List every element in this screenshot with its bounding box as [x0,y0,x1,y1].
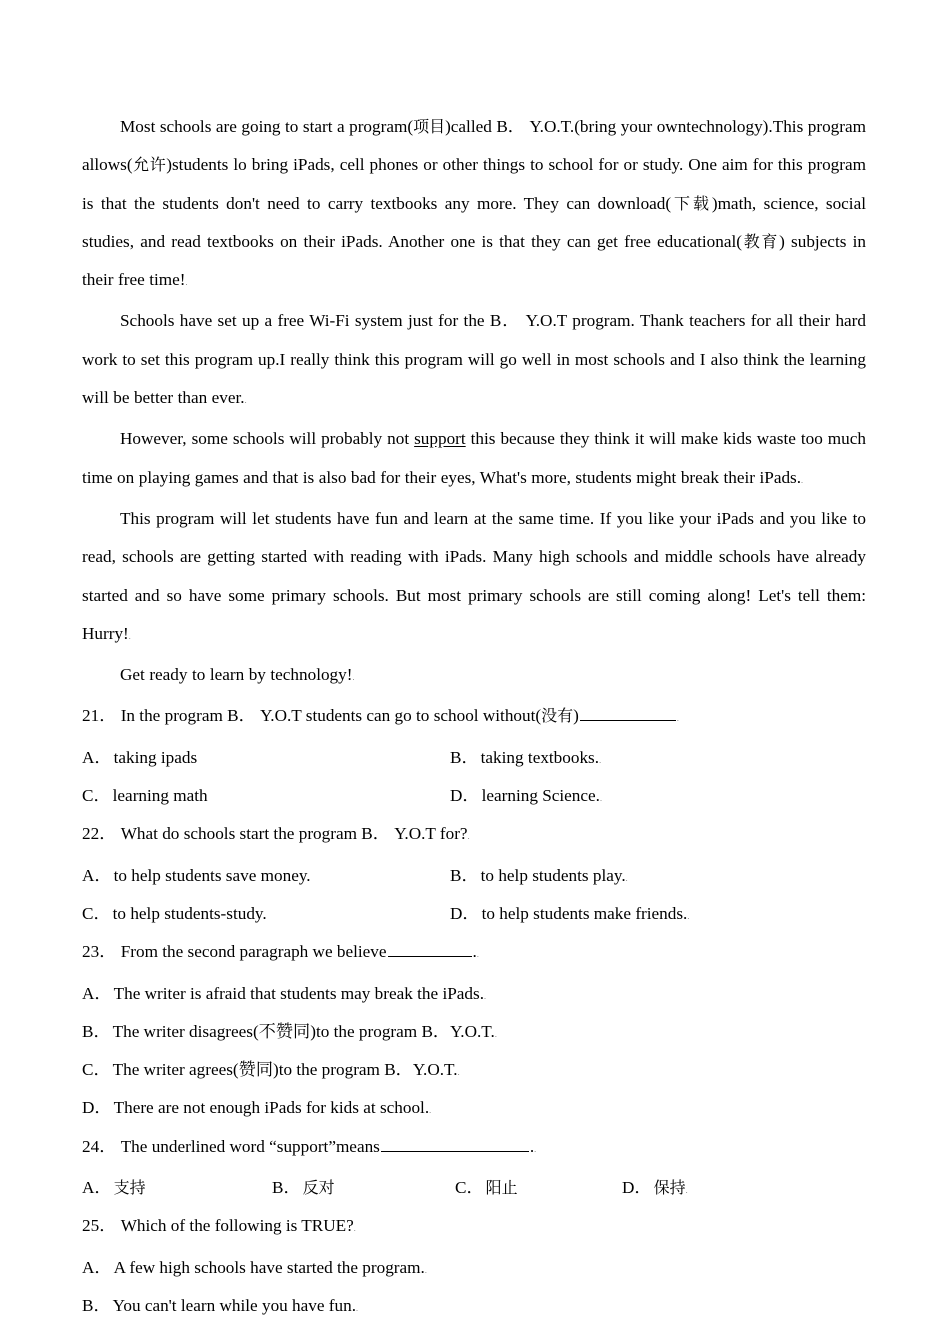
option-text: The writer agrees(赞同)to the program B．Y.O.T. [112,1060,458,1080]
option-24-B[interactable] [272,1169,335,1207]
question-22-number: 22． [82,824,117,844]
question-24-stem [82,1128,866,1169]
option-text: learning math [112,786,208,806]
option-text: 阳止 [485,1178,518,1198]
p1-seg6: ) subjects in their free time! [82,231,866,290]
question-23 [82,933,866,1127]
line-end-mark: . [625,873,628,883]
question-24-options-row [82,1169,866,1207]
paragraph-end-mark: . [244,396,247,406]
option-label: C． [82,786,111,806]
option-25-B[interactable] [82,1287,358,1328]
option-22-A[interactable] [82,857,311,895]
question-21 [82,697,866,815]
line-end-mark: . [457,1068,460,1078]
question-21-gloss-meiyou: 没有 [541,706,574,726]
option-label: B． [450,747,479,767]
question-21-options-row-2 [82,777,866,815]
question-23-option-row-B [82,1013,866,1051]
p3-seg1: However, some schools will probably not [120,429,415,449]
page-content [82,108,866,1325]
option-text: The writer is afraid that students may break the iPads. [113,983,484,1003]
option-label: D． [450,786,480,806]
p1-gloss-jiaoyu: 教育 [742,231,780,251]
option-label: D． [622,1178,652,1198]
option-text: learning Science. [481,786,600,806]
option-text: to help students make friends. [481,903,688,923]
question-24 [82,1128,866,1208]
option-22-B[interactable] [450,857,628,898]
line-end-mark: . [356,1303,359,1313]
option-text: taking textbooks. [480,747,600,767]
question-22-stem [82,815,866,856]
option-21-D[interactable] [450,777,602,818]
option-text: The writer disagrees(不赞同)to the program B．Y.O.T. [112,1021,495,1041]
option-21-B[interactable] [450,739,601,780]
question-22-options-row-2 [82,895,866,933]
p1-seg2: )called B． [445,117,525,136]
option-23-B[interactable] [82,1013,497,1054]
option-22-D[interactable] [450,895,689,936]
option-text: A few high schools have started the program. [113,1257,425,1277]
option-22-C[interactable] [82,895,267,933]
option-23-A[interactable] [82,975,486,1016]
option-label: A． [82,747,112,767]
p2-seg2: Y.O.T program. Thank teachers for all their hard work to set this program up.I really think this program will go well in most schools and I also think the learning will be better than ever. [82,311,866,408]
line-end-mark: . [476,950,479,960]
option-text: taking ipads [113,747,198,767]
option-text: to help students-study. [112,903,267,923]
option-24-A[interactable] [82,1169,146,1207]
line-end-mark: . [534,1144,537,1154]
p1-seg3: Y.O.T.(bring your owntechnology).This program allows( [82,117,866,175]
option-text: There are not enough iPads for kids at school. [113,1098,430,1118]
question-22-stem-mid: Y.O.T for? [394,824,468,844]
question-24-number: 24． [82,1136,117,1156]
question-21-options-row-1 [82,739,866,777]
option-label: C． [82,1060,111,1080]
question-23-number: 23． [82,942,117,962]
line-end-mark: . [353,1224,356,1234]
passage-paragraph-2 [82,302,866,420]
p1-gloss-xiangmu: 项目 [413,117,446,136]
paragraph-end-mark: . [801,475,804,485]
question-22-stem-pre: What do schools start the program B． [120,824,390,844]
line-end-mark: . [687,911,690,921]
option-label: B． [82,1021,111,1041]
question-22-options-row-1 [82,857,866,895]
question-21-stem-mid: Y.O.T students can go to school without( [260,706,542,726]
question-24-stem-post: . [529,1136,535,1156]
p2-seg1: Schools have set up a free Wi-Fi system just for the B． [120,311,521,331]
p1-gloss-yunxu: 允许 [132,155,167,175]
p5-text: Get ready to learn by technology! [120,665,353,685]
option-25-A[interactable] [82,1249,427,1290]
answer-blank[interactable] [580,706,676,721]
question-23-stem-pre: From the second paragraph we believe [120,942,387,962]
underlined-word-support: support [414,429,466,449]
option-label: A． [82,983,112,1003]
question-21-stem-post: ) [573,706,579,726]
option-label: B． [82,1295,111,1315]
line-end-mark: . [599,755,602,765]
option-text: to help students play. [480,865,626,885]
line-end-mark: . [467,832,470,842]
question-23-option-row-A [82,975,866,1013]
option-label: B． [272,1178,301,1198]
option-text: You can't learn while you have fun. [112,1295,357,1315]
line-end-mark: . [685,1186,688,1196]
p1-gloss-xiazai: 下载 [671,193,712,213]
paragraph-end-mark: . [352,673,355,683]
question-25 [82,1207,866,1325]
option-text: to help students save money. [113,865,311,885]
line-end-mark: . [494,1029,497,1039]
question-22 [82,815,866,933]
question-23-stem [82,933,866,974]
option-text: 保持 [653,1178,686,1198]
p4-text: This program will let students have fun and learn at the same time. If you like your iPads and you like to read, schools are getting started with reading with iPads. Many high schools and middle schools have already started and so have some primary schools. But most primary schools are still coming along! Let's tell them: Hurry! [82,508,866,643]
line-end-mark: . [676,714,679,724]
option-23-C[interactable] [82,1051,460,1092]
passage-paragraph-5 [82,656,866,697]
option-label: D． [82,1098,112,1118]
option-23-D[interactable] [82,1089,431,1130]
option-label: A． [82,1178,112,1198]
question-21-number: 21． [82,706,117,726]
question-25-stem-pre: Which of the following is TRUE? [120,1216,354,1236]
question-21-stem [82,697,866,738]
passage-paragraph-4 [82,500,866,656]
question-25-option-row-B [82,1287,866,1325]
p1-seg4: )students lo bring iPads, cell phones or other things to school for or study. One aim for this program is that the students don't need to carry textbooks any more. They can download( [82,155,866,213]
option-21-C[interactable] [82,777,208,815]
line-end-mark: . [424,1265,427,1275]
option-label: C． [82,903,111,923]
question-25-option-row-A [82,1249,866,1287]
question-23-option-row-C [82,1051,866,1089]
answer-blank[interactable] [388,942,472,957]
passage-paragraph-1 [82,108,866,302]
question-24-stem-pre: The underlined word “support”means [120,1136,380,1156]
p3-seg2: this because they think it will make kids waste too much time on playing games and that is also bad for their eyes, What's more, students might break their iPads. [82,429,866,487]
p1-seg5: )math, science, social studies, and read textbooks on their iPads. Another one is that they can get free educational( [82,193,866,251]
option-text: 支持 [113,1178,146,1198]
question-23-stem-post: . [472,942,477,962]
line-end-mark: . [484,991,486,1001]
option-label: A． [82,1257,112,1277]
passage-paragraph-3 [82,420,866,500]
option-24-D[interactable] [622,1169,688,1210]
question-23-option-row-D [82,1089,866,1127]
line-end-mark: . [429,1106,432,1116]
question-21-stem-pre: In the program B． [120,706,256,726]
line-end-mark: . [599,794,602,804]
option-label: D． [450,903,480,923]
option-label: A． [82,865,112,885]
question-25-stem [82,1207,866,1248]
option-label: C． [455,1178,484,1198]
paragraph-end-mark: . [185,278,188,288]
p1-seg1: Most schools are going to start a program( [120,117,414,136]
paragraph-end-mark: . [128,631,131,641]
option-21-A[interactable] [82,739,197,777]
answer-blank[interactable] [381,1137,529,1152]
option-24-C[interactable] [455,1169,518,1207]
question-25-number: 25． [82,1216,117,1236]
option-text: 反对 [302,1178,335,1198]
option-label: B． [450,865,479,885]
